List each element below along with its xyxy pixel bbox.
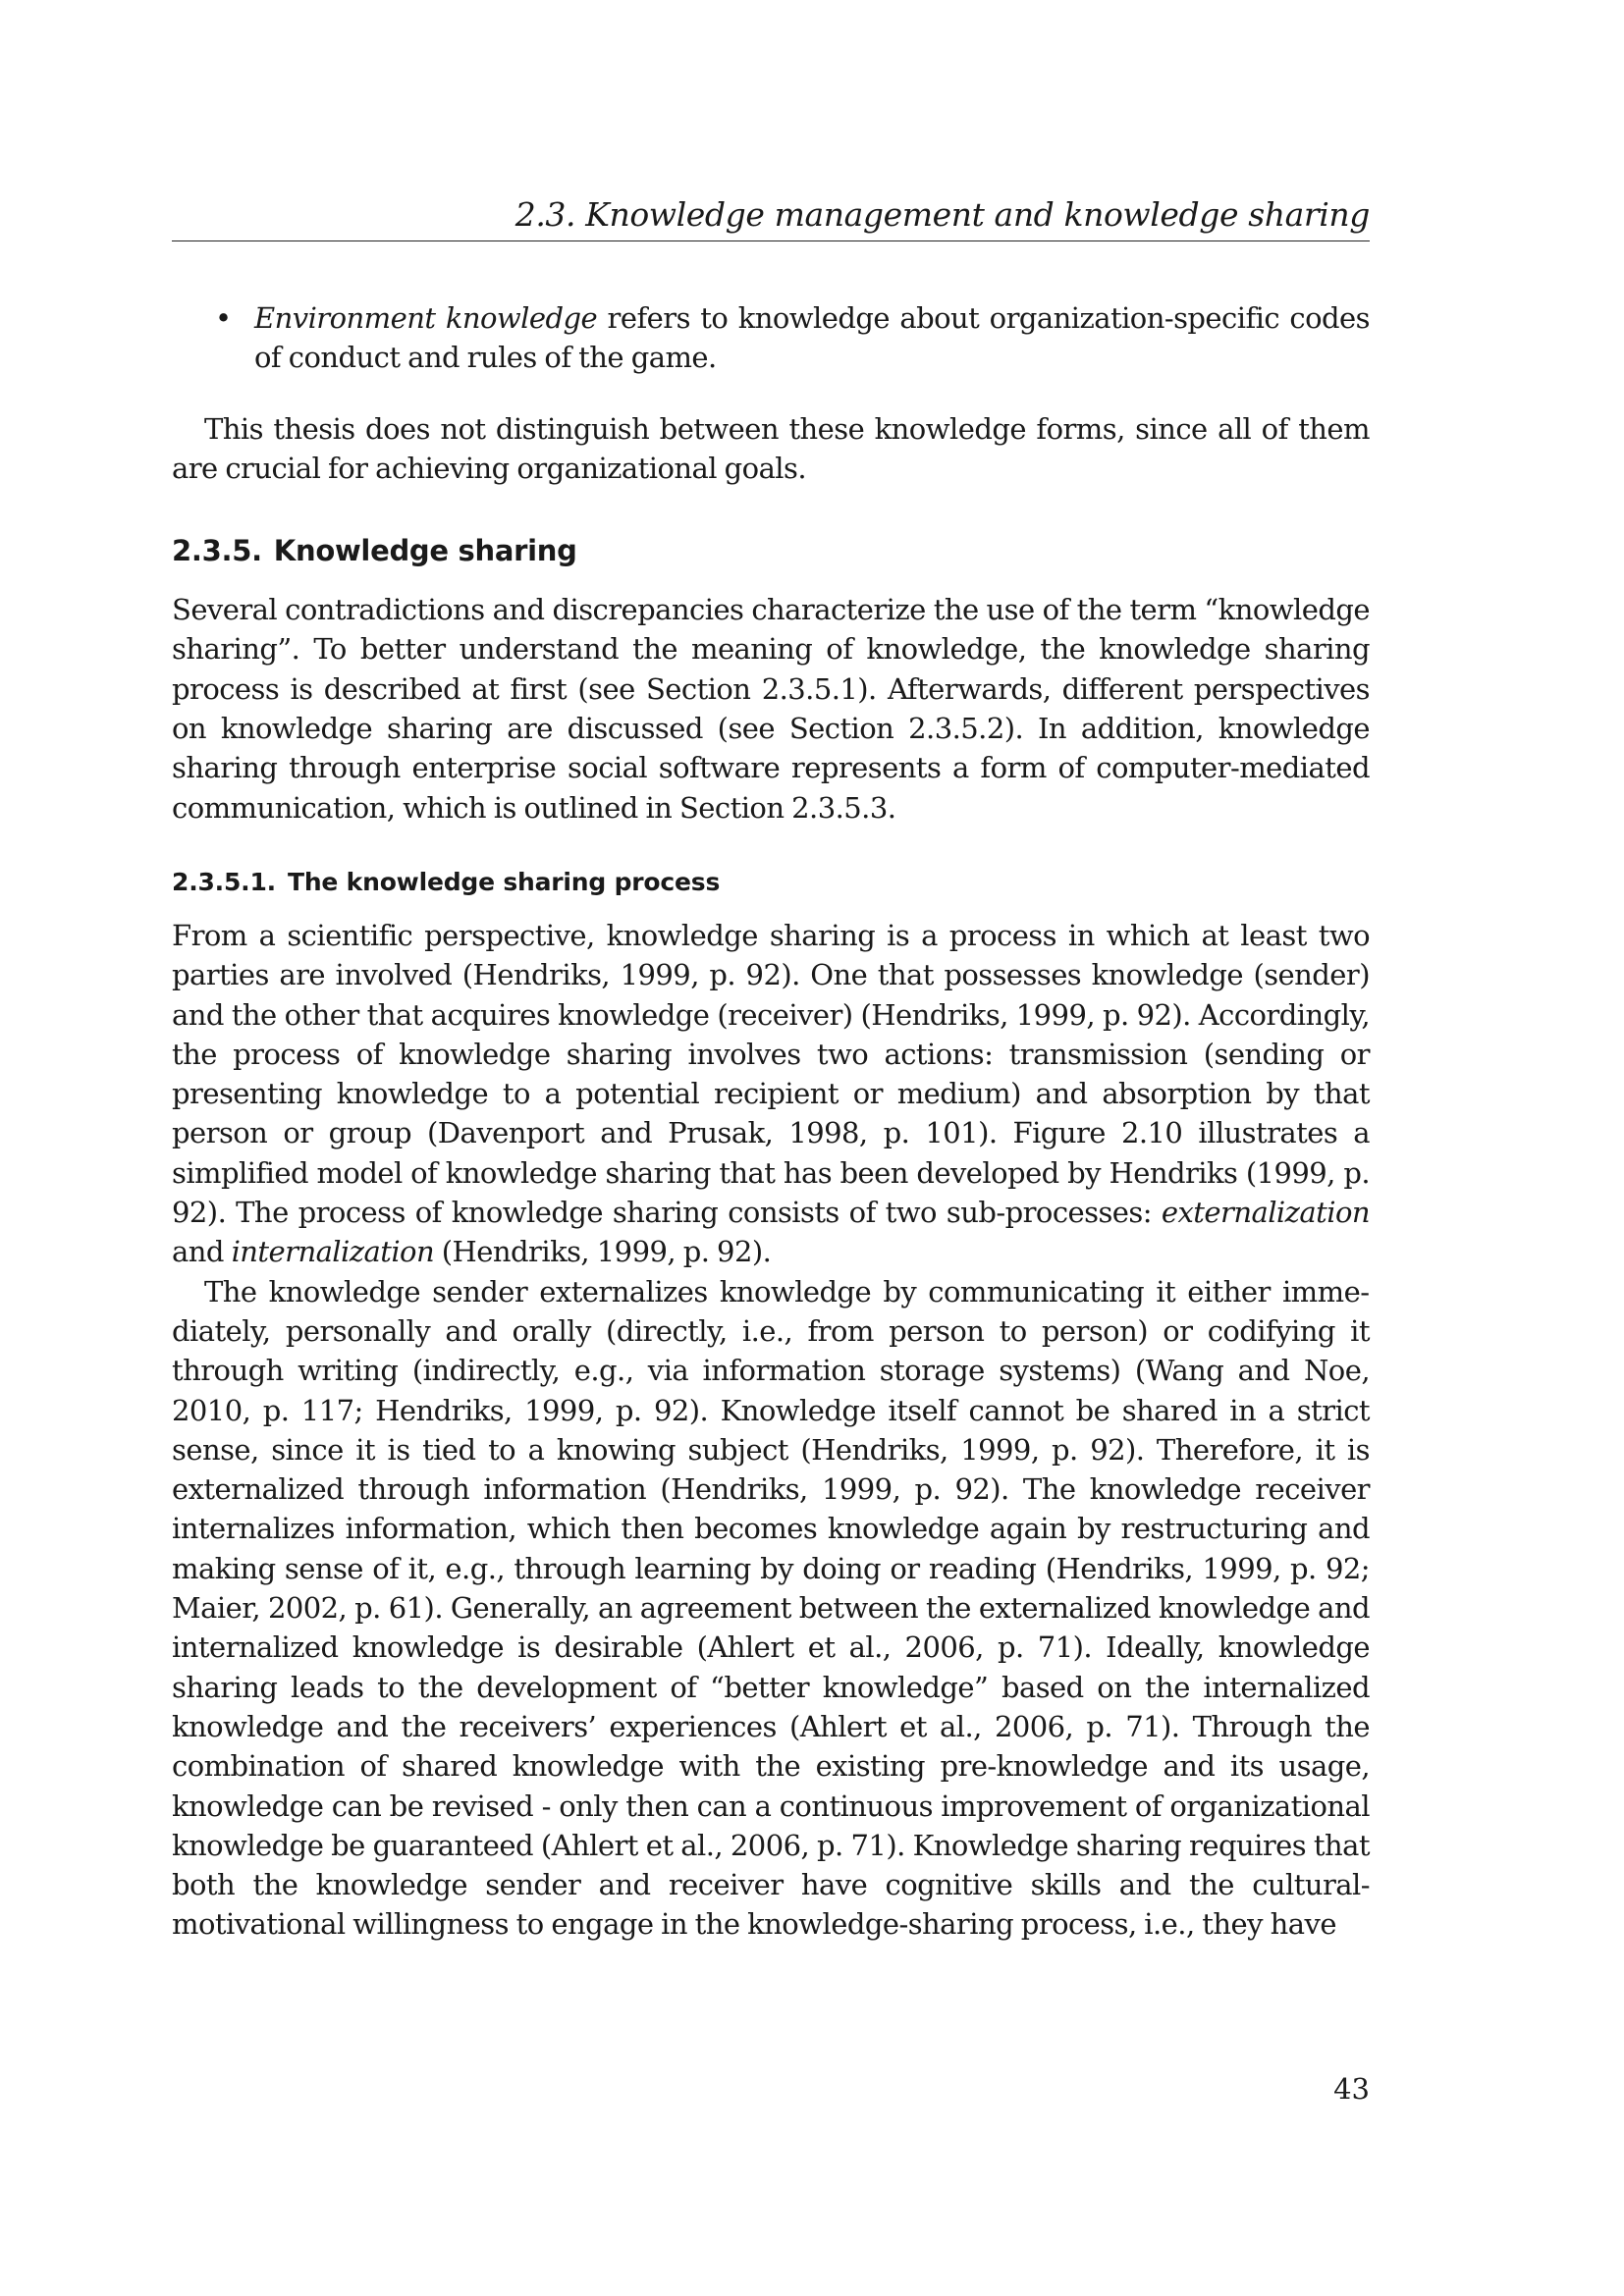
- section-number: 2.3.5.: [172, 534, 262, 568]
- page-number: 43: [1333, 2072, 1370, 2106]
- bullet-icon: •: [215, 301, 233, 335]
- subsection-title: The knowledge sharing process: [287, 867, 721, 896]
- term-externalization: externalization: [1161, 1196, 1370, 1230]
- document-page: [172, 0, 1370, 2296]
- paragraph-process-text: From a scientific perspective, knowledge sharing is a process in which at least two parties are involved (Hendriks, 1999, p. 92). One that possesses knowledge (sender) and the other that acquires knowledge (receiver) (Hendriks, 1999, p. 92). Accordingly, the process of knowledge sharing involves two actions: transmission (sending or presenting knowledge to a potential recipient or medium) and absorption by that person or group (Davenport and Prusak, 1998, p. 101). Figure 2.10 illustrates a simplified model of knowledge sharing that has been developed by Hendriks (1999, p. 92). The process of knowledge sharing consists of two sub-processes:: [172, 918, 1370, 1230]
- term-internalization: internalization: [231, 1235, 435, 1269]
- bullet-list-item: [172, 298, 1370, 378]
- citation-end: (Hendriks, 1999, p. 92).: [434, 1235, 772, 1269]
- bullet-text: [254, 298, 1370, 378]
- subsection-heading: [172, 865, 1370, 900]
- paragraph-section-intro: Several contradictions and discrepancies characterize the use of the term “knowledge sharing”. To better understand the meaning of knowledge, the knowledge sharing process is described at first (see Section 2.3.5.1). Afterwards, different perspectives on knowledge sharing are discussed (see Section 2.3.5.2). In addition, knowledge sharing through enterprise social software represents a form of computer-mediated communication, which is outlined in Section 2.3.5.3.: [172, 593, 1370, 825]
- subsection-number: 2.3.5.1.: [172, 867, 276, 896]
- paragraph-process-definition: [172, 916, 1370, 1272]
- paragraph-externalization: The knowledge sender externalizes knowledge by communicating it either immediately, personally and orally (directly, i.e., from person to person) or codifying it through writing (indirectly, e.g., via information storage systems) (Wang and Noe, 2010, p. 117; Hendriks, 1999, p. 92). Knowledge itself cannot be shared in a strict sense, since it is tied to a knowing subject (Hendriks, 1999, p. 92). Therefore, it is externalized through information (Hendriks, 1999, p. 92). The knowledge receiver internalizes information, which then becomes knowledge again by restructuring and making sense of it, e.g., through learning by doing or reading (Hendriks, 1999, p. 92; Maier, 2002, p. 61). Generally, an agreement between the externalized knowledge and internalized knowledge is desirable (Ahlert et al., 2006, p. 71). Ideally, knowledge sharing leads to the development of “better knowledge” based on the internalized knowledge and the receivers’ experiences (Ahlert et al., 2006, p. 71). Through the combination of shared knowledge with the existing pre-knowledge and its usage, knowledge can be revised - only then can a continuous improvement of organizational knowledge be guaranteed (Ahlert et al., 2006, p. 71). Knowledge sharing requires that both the knowledge sender and receiver have cognitive skills and the cultural-motivational willingness to engage in the knowledge-sharing process, i.e., they have: [172, 1274, 1370, 1942]
- paragraph-knowledge-forms: This thesis does not distinguish between these knowledge forms, since all of them are crucial for achieving organizational goals.: [172, 411, 1370, 485]
- bullet-description: refers to knowledge about organization-specific codes of conduct and rules of the game.: [254, 301, 1370, 375]
- conjunction: and: [172, 1235, 232, 1269]
- page-body: [172, 298, 1370, 1945]
- bullet-term: Environment knowledge: [254, 301, 598, 335]
- running-header: 2.3. Knowledge management and knowledge sharing: [514, 195, 1370, 234]
- section-title: Knowledge sharing: [273, 534, 577, 568]
- header-rule: [172, 240, 1370, 241]
- section-heading: [172, 531, 1370, 570]
